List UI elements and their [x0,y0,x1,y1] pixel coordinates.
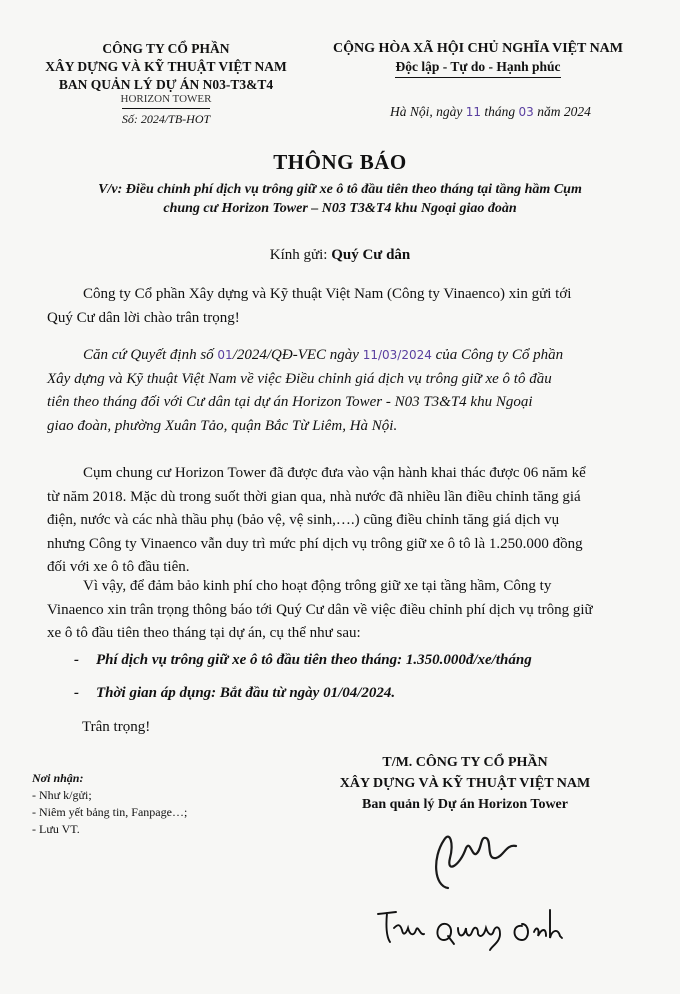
subject-line-2: chung cư Horizon Tower – N03 T3&T4 khu Ngoại giao đoàn [163,201,517,216]
p4-line-2: Vinaenco xin trân trọng thông báo tới Quý Cư dân về việc điều chỉnh phí dịch vụ trông giữ [47,601,593,618]
national-header [298,40,658,78]
greeting-recipient: Quý Cư dân [331,247,411,263]
issuer-header [16,40,316,128]
issuer-line-2: XÂY DỰNG VÀ KỸ THUẬT VIỆT NAM [45,59,287,74]
p2-part-a: Căn cứ Quyết định số [83,347,214,363]
p1-line-1: Công ty Cổ phần Xây dựng và Kỹ thuật Việt Nam (Công ty Vinaenco) xin gửi tới [83,286,572,302]
signature-line-3: Ban quản lý Dự án Horizon Tower [361,797,568,812]
date-month-label: tháng [484,104,516,119]
issuer-line-3: BAN QUẢN LÝ DỰ ÁN N03-T3&T4 [58,77,274,92]
issuer-stamp: HORIZON TOWER [120,93,212,105]
p4-line-1: Vì vậy, để đảm bảo kinh phí cho hoạt động trông giữ xe tại tầng hầm, Công ty [83,578,552,594]
paragraph-intro [47,283,637,330]
document-reference [122,108,210,128]
p3-line-2: từ năm 2018. Mặc dù trong suốt thời gian qua, nhà nước đã nhiều lần điều chỉnh tăng giá [47,488,581,505]
p2-line-2: Xây dựng và Kỹ thuật Việt Nam về việc Điều chỉnh giá dịch vụ trông giữ xe ô tô đầu [47,370,552,387]
decision-number: 01 [217,348,233,362]
p2-line-3: tiên theo tháng đối với Cư dân tại dự án Horizon Tower - N03 T3&T4 khu Ngoại [47,394,533,410]
p2-part-b: /2024/QĐ-VEC ngày [232,347,359,363]
p1-line-2: Quý Cư dân lời chào trân trọng! [47,309,240,326]
national-title: CỘNG HÒA XÃ HỘI CHỦ NGHĨA VIỆT NAM [332,41,623,56]
signature-block [320,752,610,815]
p2-part-c: của Công ty Cổ phần [435,347,564,363]
subject-line-1: V/v: Điều chỉnh phí dịch vụ trông giữ xe ô tô đầu tiên theo tháng tại tầng hầm Cụm [98,182,582,197]
recipient-item: - Niêm yết bảng tin, Fanpage…; [32,805,188,819]
signature-line-1: T/M. CÔNG TY CỔ PHẦN [382,755,548,770]
handwritten-name [372,902,572,952]
reference-prefix: Số: [121,112,138,126]
document-date [390,104,591,120]
bullet-date-text: Thời gian áp dụng: Bắt đầu từ ngày 01/04/2024. [96,685,396,701]
reference-body: 2024/TB-HOT [140,112,211,126]
date-month: 03 [518,105,534,119]
paragraph-basis [47,344,637,438]
greeting-label: Kính gửi: [269,247,328,263]
paragraph-context [47,462,637,580]
greeting [0,247,680,264]
national-motto: Độc lập - Tự do - Hạnh phúc [395,58,560,78]
recipients-list [32,770,187,838]
p4-line-3: xe ô tô đầu tiên theo tháng tại dự án, cụ thể như sau: [47,625,361,641]
date-year: năm 2024 [537,104,591,119]
bullet-effective-date: - Thời gian áp dụng: Bắt đầu từ ngày 01/04/2024. [74,685,396,701]
document-title: THÔNG BÁO [273,150,407,174]
bullet-fee: - Phí dịch vụ trông giữ xe ô tô đầu tiên theo tháng: 1.350.000đ/xe/tháng [74,652,532,668]
recipient-item: - Như k/gửi; [32,788,92,802]
p3-line-4: nhưng Công ty Vinaenco vẫn duy trì mức phí dịch vụ trông giữ xe ô tô là 1.250.000 đồng [47,535,583,552]
handwritten-signature [420,818,530,898]
p3-line-5: đối với xe ô tô đầu tiên. [47,559,190,575]
decision-date: 11/03/2024 [362,348,432,362]
issuer-line-1: CÔNG TY CỔ PHẦN [102,41,230,56]
signature-line-2: XÂY DỰNG VÀ KỸ THUẬT VIỆT NAM [339,776,591,791]
closing: Trân trọng! [82,719,151,735]
date-day: 11 [465,105,482,119]
document-subject [40,180,640,218]
date-prefix: Hà Nội, ngày [390,104,463,119]
paragraph-announcement [47,575,637,646]
recipients-heading: Nơi nhận: [32,771,84,785]
p3-line-1: Cụm chung cư Horizon Tower đã được đưa vào vận hành khai thác được 06 năm kể [83,465,586,481]
bullet-fee-text: Phí dịch vụ trông giữ xe ô tô đầu tiên theo tháng: 1.350.000đ/xe/tháng [96,652,532,668]
p3-line-3: điện, nước và các nhà thầu phụ (bảo vệ, vệ sinh,….) cũng điều chỉnh tăng giá dịch vụ [47,512,560,528]
p2-line-4: giao đoàn, phường Xuân Tảo, quận Bắc Từ Liêm, Hà Nội. [47,417,398,434]
recipient-item: - Lưu VT. [32,822,80,836]
